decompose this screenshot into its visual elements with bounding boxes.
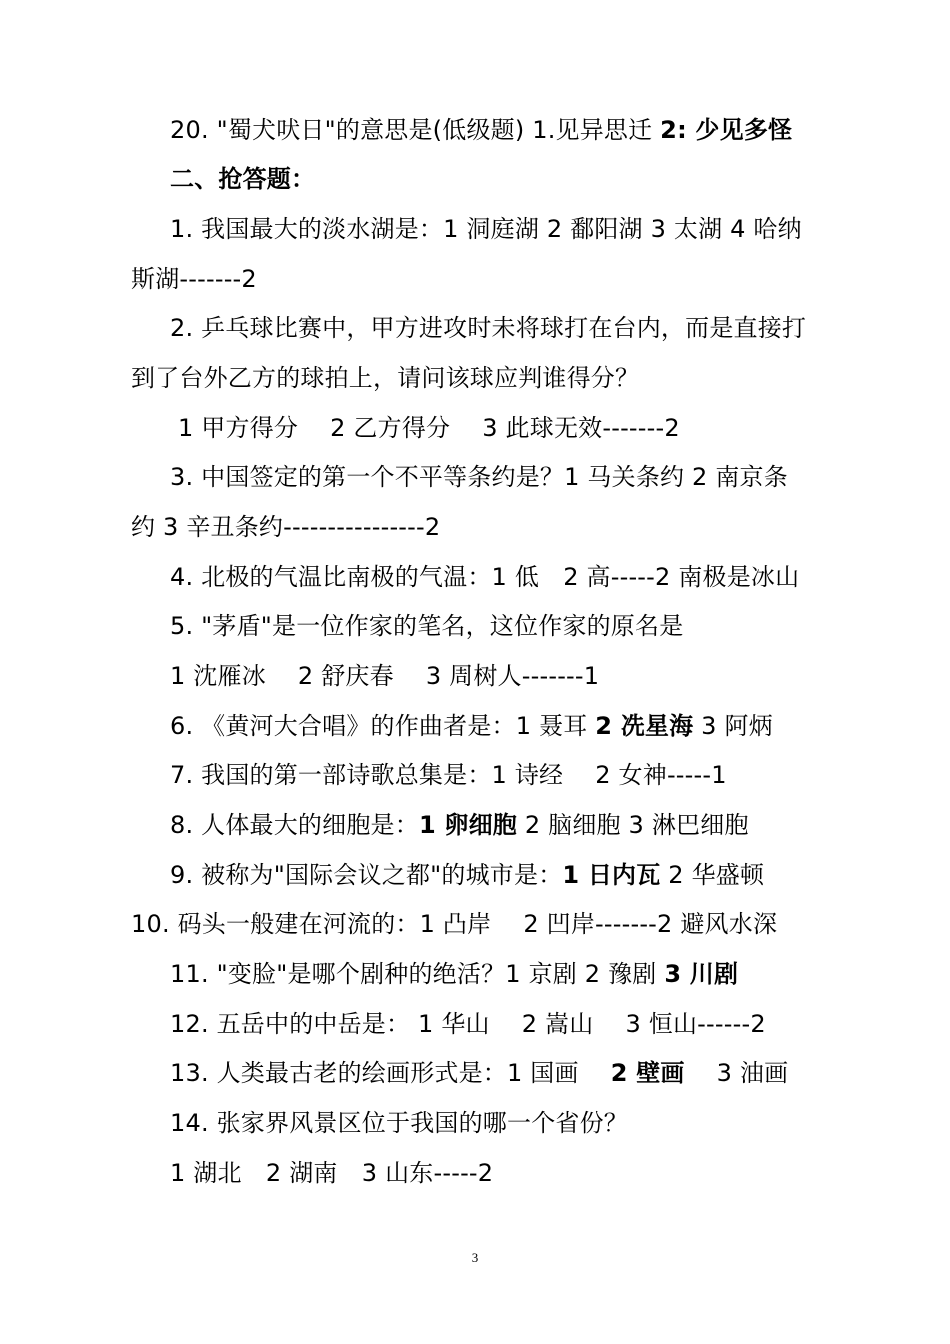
question-2-options: 1 甲方得分 2 乙方得分 3 此球无效-------2 <box>178 414 680 442</box>
q13-text: 13. 人类最古老的绘画形式是：1 国画 <box>170 1059 611 1087</box>
q11-answer: 3 川剧 <box>664 960 739 988</box>
q8-text: 8. 人体最大的细胞是： <box>170 811 419 839</box>
q9-text: 9. 被称为"国际会议之都"的城市是： <box>170 861 563 889</box>
question-5-line1: 5. "茅盾"是一位作家的笔名，这位作家的原名是 <box>170 612 684 640</box>
q6-answer: 2 冼星海 <box>595 712 694 740</box>
question-1-line1: 1. 我国最大的淡水湖是：1 洞庭湖 2 鄱阳湖 3 太湖 4 哈纳 <box>170 215 802 243</box>
page-number: 3 <box>471 1250 479 1265</box>
q11-text: 11. "变脸"是哪个剧种的绝活？1 京剧 2 豫剧 <box>170 960 665 988</box>
question-7: 7. 我国的第一部诗歌总集是：1 诗经 2 女神-----1 <box>170 761 727 789</box>
question-6 <box>170 710 870 742</box>
q13-rest: 3 油画 <box>684 1059 789 1087</box>
q8-rest: 2 脑细胞 3 淋巴细胞 <box>517 811 749 839</box>
question-1-line2: 斯湖-------2 <box>131 265 257 293</box>
question-9 <box>170 859 870 891</box>
question-13 <box>170 1057 870 1089</box>
question-5-options: 1 沈雁冰 2 舒庆春 3 周树人-------1 <box>170 662 600 690</box>
question-10: 10. 码头一般建在河流的：1 凸岸 2 凹岸-------2 避风水深 <box>131 910 778 938</box>
question-14-options: 1 湖北 2 湖南 3 山东-----2 <box>170 1159 494 1187</box>
question-14-line1: 14. 张家界风景区位于我国的哪一个省份？ <box>170 1109 628 1137</box>
question-4: 4. 北极的气温比南极的气温：1 低 2 高-----2 南极是冰山 <box>170 563 800 591</box>
question-3-line1: 3. 中国签定的第一个不平等条约是？1 马关条约 2 南京条 <box>170 463 788 491</box>
question-11 <box>170 958 870 990</box>
question-2-line1: 2. 乒乓球比赛中，甲方进攻时未将球打在台内，而是直接打 <box>170 314 807 342</box>
question-3-line2: 约 3 辛丑条约----------------2 <box>131 513 441 541</box>
q8-answer: 1 卵细胞 <box>418 811 517 839</box>
q6-text: 6. 《黄河大合唱》的作曲者是：1 聂耳 <box>170 712 596 740</box>
q13-answer: 2 壁画 <box>610 1059 685 1087</box>
question-20 <box>170 114 870 146</box>
section-heading: 二、抢答题： <box>170 165 316 193</box>
question-8 <box>170 809 870 841</box>
question-2-line2: 到了台外乙方的球拍上，请问该球应判谁得分？ <box>131 364 640 392</box>
q9-answer: 1 日内瓦 <box>562 861 661 889</box>
q9-rest: 2 华盛顿 <box>660 861 765 889</box>
q20-answer: 2: 少见多怪 <box>660 116 793 144</box>
q20-text: 20. "蜀犬吠日"的意思是(低级题) 1.见异思迁 <box>170 116 661 144</box>
question-12: 12. 五岳中的中岳是： 1 华山 2 嵩山 3 恒山------2 <box>170 1010 766 1038</box>
q6-rest: 3 阿炳 <box>693 712 773 740</box>
